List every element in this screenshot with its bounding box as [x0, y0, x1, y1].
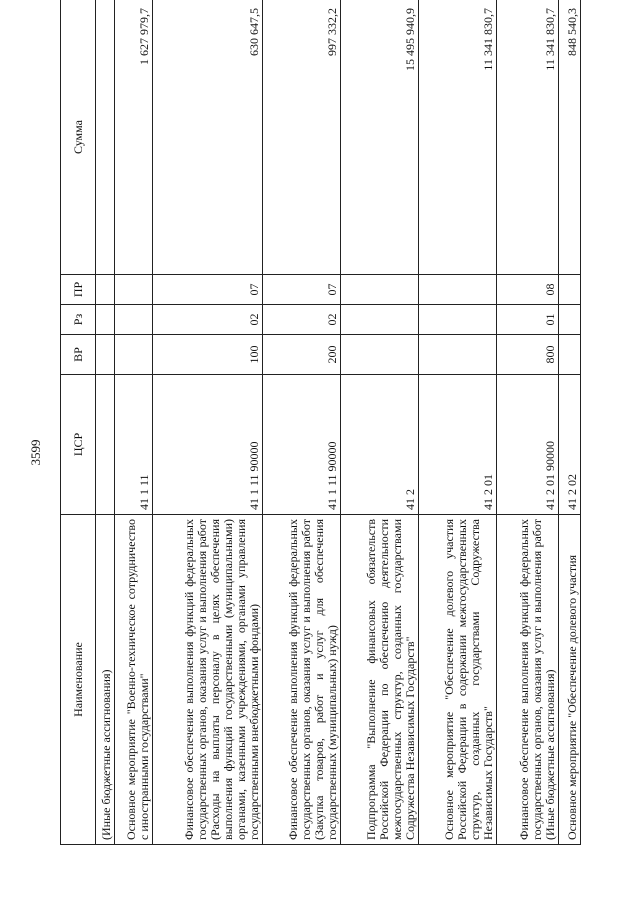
row-vr [341, 335, 419, 375]
row-name: (Иные бюджетные ассигнования) [96, 515, 115, 845]
row-pr [96, 275, 115, 305]
row-vr: 200 [263, 335, 341, 375]
row-name: Финансовое обеспечение выполнения функций федеральных государственных органов, оказания услуг и выполнения работ (Расходы на выплаты персоналу в целях обеспечения выполнения функций государственными (муниципальными) органами, казенными учреждениями, органами управления государственными внебюджетными фондами) [153, 515, 263, 845]
row-sum: 997 332,2 [263, 0, 341, 275]
table-row [419, 0, 497, 845]
row-vr: 800 [497, 335, 559, 375]
row-name: Основное мероприятие "Военно-техническое сотрудничество с иностранными государствами" [115, 515, 153, 845]
row-vr: 100 [153, 335, 263, 375]
row-sum: 630 647,5 [153, 0, 263, 275]
row-csr: 41 1 11 [115, 375, 153, 515]
row-sum: 11 341 830,7 [497, 0, 559, 275]
row-rz [559, 305, 581, 335]
row-sum: 1 627 979,7 [115, 0, 153, 275]
table-row [559, 0, 581, 845]
row-csr: 41 1 11 90000 [263, 375, 341, 515]
row-name: Основное мероприятие "Обеспечение долевого участия [559, 515, 581, 845]
row-sum: 15 495 940,9 [341, 0, 419, 275]
row-csr: 41 2 01 90000 [497, 375, 559, 515]
page-number: 3599 [28, 439, 43, 466]
row-pr [559, 275, 581, 305]
row-rz [96, 305, 115, 335]
row-csr: 41 2 02 [559, 375, 581, 515]
row-rz: 02 [263, 305, 341, 335]
row-pr: 08 [497, 275, 559, 305]
table-row [115, 0, 153, 845]
row-pr [341, 275, 419, 305]
row-sum [96, 0, 115, 275]
table-row [341, 0, 419, 845]
row-vr [419, 335, 497, 375]
row-pr [115, 275, 153, 305]
row-sum: 11 341 830,7 [419, 0, 497, 275]
row-name: Основное мероприятие "Обеспечение долевого участия Российской Федерации в содержании межгосударственных структур, созданных государствами Содружества Независимых Государств" [419, 515, 497, 845]
row-vr [115, 335, 153, 375]
table-row [153, 0, 263, 845]
row-pr [419, 275, 497, 305]
header-sum: Сумма [61, 0, 96, 275]
table-row [263, 0, 341, 845]
row-csr: 41 2 01 [419, 375, 497, 515]
row-name: Финансовое обеспечение выполнения функций федеральных государственных органов, оказания услуг и выполнения работ (Закупка товаров, работ и услуг для обеспечения государственных (муниципальных) нужд) [263, 515, 341, 845]
row-sum: 848 540,3 [559, 0, 581, 275]
row-name: Финансовое обеспечение выполнения функций федеральных государственных органов, оказания услуг и выполнения работ (Иные бюджетные ассигнования) [497, 515, 559, 845]
header-rz: Рз [61, 305, 96, 335]
row-csr: 41 1 11 90000 [153, 375, 263, 515]
row-rz: 01 [497, 305, 559, 335]
header-csr: ЦСР [61, 375, 96, 515]
row-pr: 07 [153, 275, 263, 305]
header-name: Наименование [61, 515, 96, 845]
row-name: Подпрограмма "Выполнение финансовых обязательств Российской Федерации по обеспечению деятельности межгосударственных структур, созданных государствами Содружества Независимых Государств" [341, 515, 419, 845]
row-csr [96, 375, 115, 515]
row-rz [115, 305, 153, 335]
row-rz [341, 305, 419, 335]
header-vr: ВР [61, 335, 96, 375]
table-header-row [61, 0, 96, 845]
row-vr [559, 335, 581, 375]
row-rz [419, 305, 497, 335]
row-rz: 02 [153, 305, 263, 335]
row-vr [96, 335, 115, 375]
table-row [497, 0, 559, 845]
budget-table [60, 0, 581, 845]
table-row [96, 0, 115, 845]
header-pr: ПР [61, 275, 96, 305]
row-pr: 07 [263, 275, 341, 305]
row-csr: 41 2 [341, 375, 419, 515]
